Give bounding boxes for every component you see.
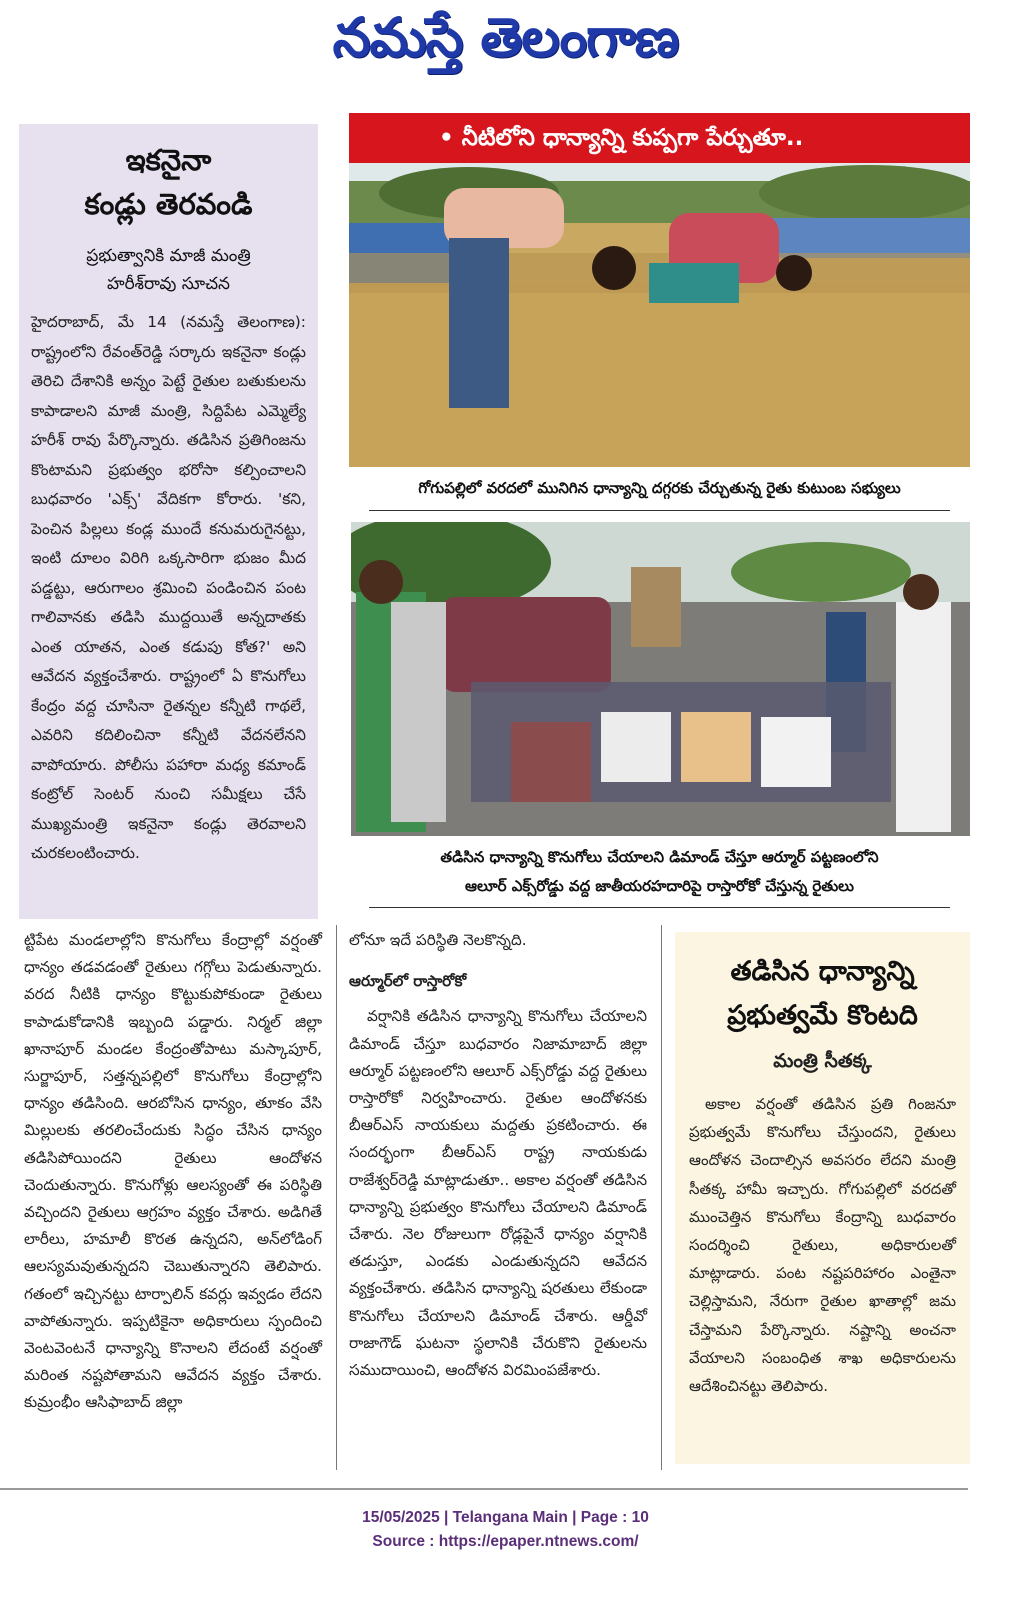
left-headline-line2: కండ్లు తెరవండి (84, 187, 253, 221)
footer-edition-info: 15/05/2025 | Telangana Main | Page : 10 (362, 1509, 649, 1526)
left-headline-line1: ఇకనైనా (125, 143, 212, 177)
right-story-box (675, 932, 970, 1464)
photo-farmers-protest (351, 522, 970, 836)
column-2 (349, 927, 647, 1384)
right-story-headline (689, 950, 956, 1038)
column-2-body: వర్షానికి తడిసిన ధాన్యాన్ని కొనుగోలు చేయాలని డిమాండ్ చేస్తూ బుధవారం నిజామాబాద్ జిల్లా ఆర్మూర్ పట్టణంలోని ఆలూర్ ఎక్స్‌రోడ్డు వద్ద రైతులు రాస్తారోకో నిర్వహించారు. రైతుల ఆందోళనకు బీఆర్ఎస్ నాయకులు మద్దతు ప్రకటించారు. ఈ సందర్భంగా బీఆర్ఎస్ రాష్ట్ర నాయకుడు రాజేశ్వర్‌రెడ్డి మాట్లాడుతూ.. అకాల వర్షంతో తడిసిన ధాన్యాన్ని ప్రభుత్వం కొనుగోలు చేయాలని డిమాండ్ చేశారు. నెల రోజులుగా రోడ్లపైనే ధాన్యం వర్షానికి తడుస్తూ, ఎండకు ఎండుతున్నదని ఆవేదన వ్యక్తంచేశారు. తడిసిన ధాన్యాన్ని షరతులు లేకుండా కొనుగోలు చేయాలని డిమాండ్ చేశారు. ఆర్డీవో రాజాగౌడ్ ఘటనా స్థలానికి చేరుకొని రైతులను సముదాయించి, ఆందోళన విరమింపజేశారు. (349, 1007, 647, 1380)
column-divider (336, 925, 337, 1470)
right-headline-line1: తడిసిన ధాన్యాన్ని (730, 956, 915, 987)
left-sub-line1: ప్రభుత్వానికి మాజీ మంత్రి (86, 246, 251, 266)
newspaper-logo: నమస్తే తెలంగాణ (332, 6, 679, 69)
right-headline-line2: ప్రభుత్వమే కొంటది (727, 1000, 918, 1031)
masthead (0, 0, 1011, 92)
column-divider (661, 925, 662, 1470)
photo2-caption-line1: తడిసిన ధాన్యాన్ని కొనుగోలు చేయాలని డిమాండ్ చేస్తూ ఆర్మూర్ పట్టణంలోని (440, 848, 879, 866)
caption-divider (369, 510, 950, 511)
left-sub-line2: హరీశ్‌రావు సూచన (107, 274, 230, 294)
column-1-text: ట్టిపేట మండలాల్లోని కొనుగోలు కేంద్రాల్లో వర్షంతో ధాన్యం తడవడంతో రైతులు గగ్గోలు పెడుతున్నారు. వరద నీటికి ధాన్యం కొట్టుకుపోకుండా రైతులు కాపాడుకోడానికి ఇబ్బంది పడ్డారు. నిర్మల్ జిల్లా ఖానాపూర్ మండల కేంద్రంతోపాటు మస్కాపూర్, సుర్జాపూర్, సత్తన్నపల్లిలో కొనుగోలు కేంద్రాల్లోని ధాన్యం తడిసింది. ఆరబోసిన ధాన్యం, తూకం వేసి మిల్లులకు తరలించేందుకు సిద్ధం చేసిన ధాన్యం తడిసిపోయిందని రైతులు ఆందోళన చెందుతున్నారు. కొనుగోళ్లు ఆలస్యంతో ఈ పరిస్థితి వచ్చిందని రైతులు ఆగ్రహం వ్యక్తం చేశారు. అడిగితే లారీలు, హమాలీ కొరత ఉన్నదని, అన్‌లోడింగ్ ఆలస్యమవుతున్నదని చెబుతున్నారని తెలిపారు. గతంలో ఇచ్చినట్టు టార్పాలిన్ కవర్లు ఇవ్వడం లేదని వాపోతున్నారు. ఇప్పటికైనా అధికారులు స్పందించి వెంటవెంటనే ధాన్యాన్ని కొనాలని లేదంటే వర్షంతో మరింత నష్టపోతామని ఆవేదన వ్యక్తం చేశారు. కుమ్రంభీం ఆసిఫాబాద్ జిల్లా (24, 931, 322, 1412)
footer-divider (0, 1488, 968, 1490)
column-2-subhead: ఆర్మూర్‌లో రాస్తారోకో (349, 972, 467, 991)
left-story-box (19, 124, 318, 919)
photo2-caption (349, 843, 970, 901)
photo-banner: • నీటిలోని ధాన్యాన్ని కుప్పగా పేర్చుతూ.. (349, 113, 970, 163)
footer-source-link[interactable]: Source : https://epaper.ntnews.com/ (372, 1533, 639, 1550)
column-2-lead: లోనూ ఇదే పరిస్థితి నెలకొన్నది. (349, 931, 527, 949)
right-story-body: అకాల వర్షంతో తడిసిన ప్రతి గింజనూ ప్రభుత్వమే కొనుగోలు చేస్తుందని, రైతులు ఆందోళన చెందాల్సిన అవసరం లేదని మంత్రి సీతక్క హామీ ఇచ్చారు. గోగుపల్లిలో వరదతో ముంచెత్తిన కొనుగోలు కేంద్రాన్ని బుధవారం సందర్శించి రైతులు, అధికారులతో మాట్లాడారు. పంట నష్టపరిహారం ఎంతైనా చెల్లిస్తామని, నేరుగా రైతుల ఖాతాల్లో జమ చేస్తామని పేర్కొన్నారు. నష్టాన్ని అంచనా వేయాలని సంబంధిత శాఖ అధికారులను ఆదేశించినట్టు తెలిపారు. (689, 1095, 956, 1396)
page-footer (0, 1506, 1011, 1554)
right-story-byline: మంత్రి సీతక్క (773, 1050, 872, 1072)
photo1-caption: గోగుపల్లిలో వరదలో మునిగిన ధాన్యాన్ని దగ్గరకు చేర్చుతున్న రైతు కుటుంబ సభ్యులు (418, 479, 901, 497)
photo2-caption-line2: ఆలూర్ ఎక్స్‌రోడ్డు వద్ద జాతీయరహదారిపై రాస్తారోకో చేస్తున్న రైతులు (465, 877, 854, 895)
left-story-headline (31, 138, 306, 226)
left-story-subheadline (31, 242, 306, 298)
photo-flooded-grain (349, 163, 970, 467)
left-story-body: హైదరాబాద్, మే 14 (నమస్తే తెలంగాణ): రాష్ట్రంలోని రేవంత్‌రెడ్డి సర్కారు ఇకనైనా కండ్లు తెరిచి దేశానికి అన్నం పెట్టే రైతుల బతుకులను కాపాడాలని మాజీ మంత్రి, సిద్దిపేట ఎమ్మెల్యే హరీశ్ రావు పేర్కొన్నారు. తడిసిన ప్రతిగింజను కొంటామని ప్రభుత్వం భరోసా కల్పించాలని బుధవారం 'ఎక్స్' వేదికగా కోరారు. 'కని, పెంచిన పిల్లలు కండ్ల ముందే కనుమరుగైనట్టు, ఇంటి దూలం విరిగి ఒక్కసారిగా భుజం మీద పడ్డట్టు, ఆరుగాలం శ్రమించి పండించిన పంట గాలివానకు తడిసి ముద్దయితే అన్నదాతకు ఎంత యాతన, ఎంత కడుపు కోత?' అని ఆవేదన వ్యక్తంచేశారు. రాష్ట్రంలో ఏ కొనుగోలు కేంద్రం వద్ద చూసినా రైతన్నల కన్నీటి గాథలే, ఎవరిని కదిలించినా కన్నీటి వేదనలేనని వాపోయారు. పోలీసు పహారా మధ్య కమాండ్ కంట్రోల్ సెంటర్ నుంచి సమీక్షలు చేసే ముఖ్యమంత్రి ఇకనైనా కండ్లు తెరవాలని చురకలంటించారు. (31, 313, 306, 862)
caption-divider (369, 907, 950, 908)
